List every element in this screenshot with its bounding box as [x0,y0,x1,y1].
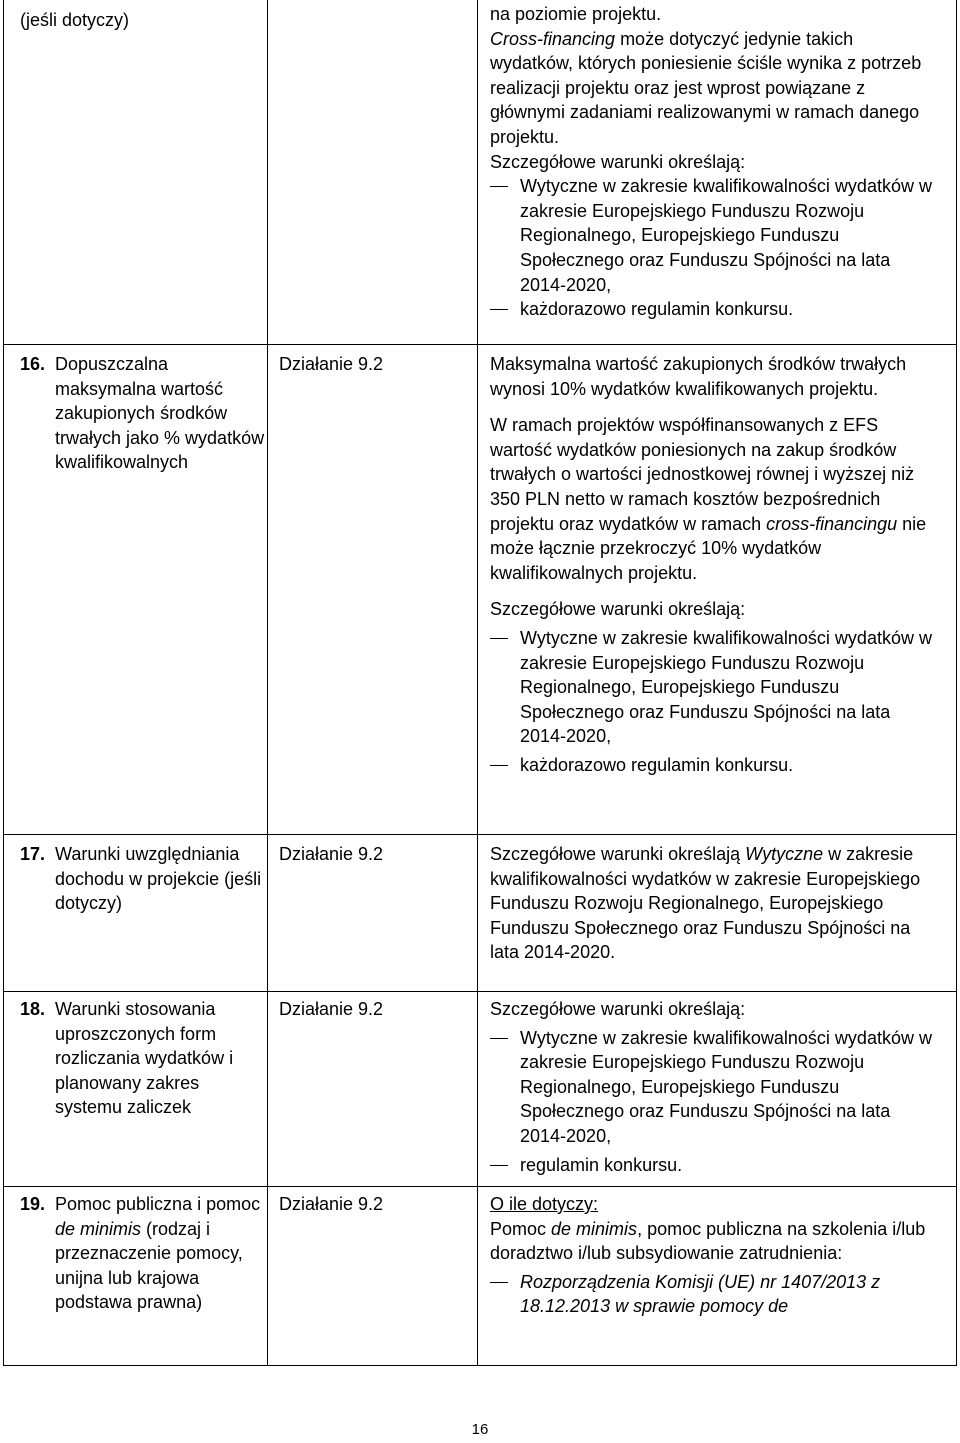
page-number: 16 [471,1421,489,1438]
row-number: 16. [20,354,46,374]
row-18-description [490,997,940,1177]
italic-term: de minimis [551,1218,638,1239]
row-divider [3,1186,957,1187]
details-heading: Szczegółowe warunki określają: [490,599,746,620]
row-top-description [490,2,940,322]
italic-term: Cross-financing [490,28,616,49]
paragraph-text: w zakresie kwalifikowalności wydatków w zakresie Europejskiego Funduszu Rozwoju Regionalnego, Europejskiego Funduszu Społecznego oraz Funduszu Spójności na lata 2014-2020. [490,844,921,963]
row-number: 18. [20,999,46,1019]
row-title: Warunki stosowania uproszczonych form rozliczania wydatków i planowany zakres systemu zaliczek [55,999,234,1118]
dash-icon [490,626,520,749]
italic-term: cross-financingu [766,513,898,534]
row-number: 19. [20,1194,46,1214]
paragraph [490,842,940,965]
conditional-heading: O ile dotyczy: [490,1194,599,1214]
row-top-label: (jeśli dotyczy) [20,10,130,30]
row-divider [477,344,957,345]
bullet-text: każdorazowo regulamin konkursu. [520,754,794,775]
paragraph-text: może dotyczyć jedynie takich wydatków, których poniesienie ściśle wynika z potrzeb realizacji projektu oraz jest wprost powiązane z głównymi zadaniami realizowanymi w ramach danego projektu. [490,28,922,147]
row-divider [3,991,957,992]
dash-icon [490,1026,520,1149]
paragraph-text: Szczegółowe warunki określają [490,844,746,864]
paragraph-text: nie może łącznie przekroczyć 10% wydatków kwalifikowalnych projektu. [490,513,927,583]
row-divider [3,344,267,345]
cross-financing-text [490,27,940,150]
bullet-item [490,1153,940,1178]
details-heading: Szczegółowe warunki określają: [490,999,746,1019]
paragraph-text: Pomoc [490,1218,552,1239]
row-number: 17. [20,844,46,864]
label-text: Pomoc publiczna i pomoc [55,1194,261,1214]
bullet-item [490,626,940,749]
bullet-text: Wytyczne w zakresie kwalifikowalności wydatków w zakresie Europejskiego Funduszu Rozwoju Regionalnego, Europejskiego Funduszu Społecznego oraz Funduszu Spójności na lata 2014-2020, [520,1027,932,1146]
row-divider [267,344,477,345]
dash-icon [490,753,520,778]
desc-line: na poziomie projektu. [490,4,662,24]
column-divider [477,0,478,1366]
paragraph [490,413,940,585]
italic-term: Wytyczne [745,844,824,864]
label-text: (rodzaj i przeznaczenie pomocy, unijna lub krajowa podstawa prawna) [55,1218,243,1313]
bullet-item [490,297,940,322]
bullet-item [490,1026,940,1149]
dash-icon [490,1270,520,1319]
paragraph-text: Maksymalna wartość zakupionych środków trwałych wynosi 10% wydatków kwalifikowanych projektu. [490,354,907,399]
row-title [55,1192,265,1315]
row-16-action: Działanie 9.2 [279,354,384,374]
row-title: Warunki uwzględniania dochodu w projekcie (jeśli dotyczy) [55,844,262,914]
row-18-label [20,997,265,1120]
row-divider [3,834,957,835]
row-18-action: Działanie 9.2 [279,999,384,1019]
row-16-label [20,352,265,475]
row-19-label [20,1192,265,1315]
column-divider [267,0,268,1366]
bullet-text: regulamin konkursu. [520,1154,683,1175]
paragraph-text: , pomoc publiczna na szkolenia i/lub doradztwo i/lub subsydiowanie zatrudnienia: [490,1218,926,1264]
row-17-label [20,842,265,916]
row-title: Dopuszczalna maksymalna wartość zakupionych środków trwałych jako % wydatków kwalifikowalnych [55,354,265,473]
row-17-action: Działanie 9.2 [279,844,384,864]
bullet-item [490,174,940,297]
row-16-description [490,352,940,778]
bullet-text: każdorazowo regulamin konkursu. [520,299,794,320]
bullet-item [490,1270,940,1319]
paragraph-text: W ramach projektów współfinansowanych z EFS wartość wydatków poniesionych na zakup środków trwałych o wartości jednostkowej równej i wyższej niż 350 PLN netto w ramach kosztów bezpośrednich projektu oraz wydatków w ramach [490,415,915,534]
bullet-text: Rozporządzenia Komisji (UE) nr 1407/2013 z 18.12.2013 w sprawie pomocy de [520,1271,881,1317]
bullet-text: Wytyczne w zakresie kwalifikowalności wydatków w zakresie Europejskiego Funduszu Rozwoju Regionalnego, Europejskiego Funduszu Społecznego oraz Funduszu Spójności na lata 2014-2020, [520,627,932,747]
paragraph [490,1217,940,1266]
row-19-action: Działanie 9.2 [279,1194,384,1214]
details-heading: Szczegółowe warunki określają: [490,151,746,172]
dash-icon [490,174,520,297]
dash-icon [490,297,520,322]
bullet-text: Wytyczne w zakresie kwalifikowalności wydatków w zakresie Europejskiego Funduszu Rozwoju Regionalnego, Europejskiego Funduszu Społecznego oraz Funduszu Spójności na lata 2014-2020, [520,176,932,295]
row-19-description [490,1192,940,1319]
bullet-item [490,753,940,778]
row-17-description [490,842,940,965]
italic-term: de minimis [55,1218,142,1239]
dash-icon [490,1153,520,1178]
